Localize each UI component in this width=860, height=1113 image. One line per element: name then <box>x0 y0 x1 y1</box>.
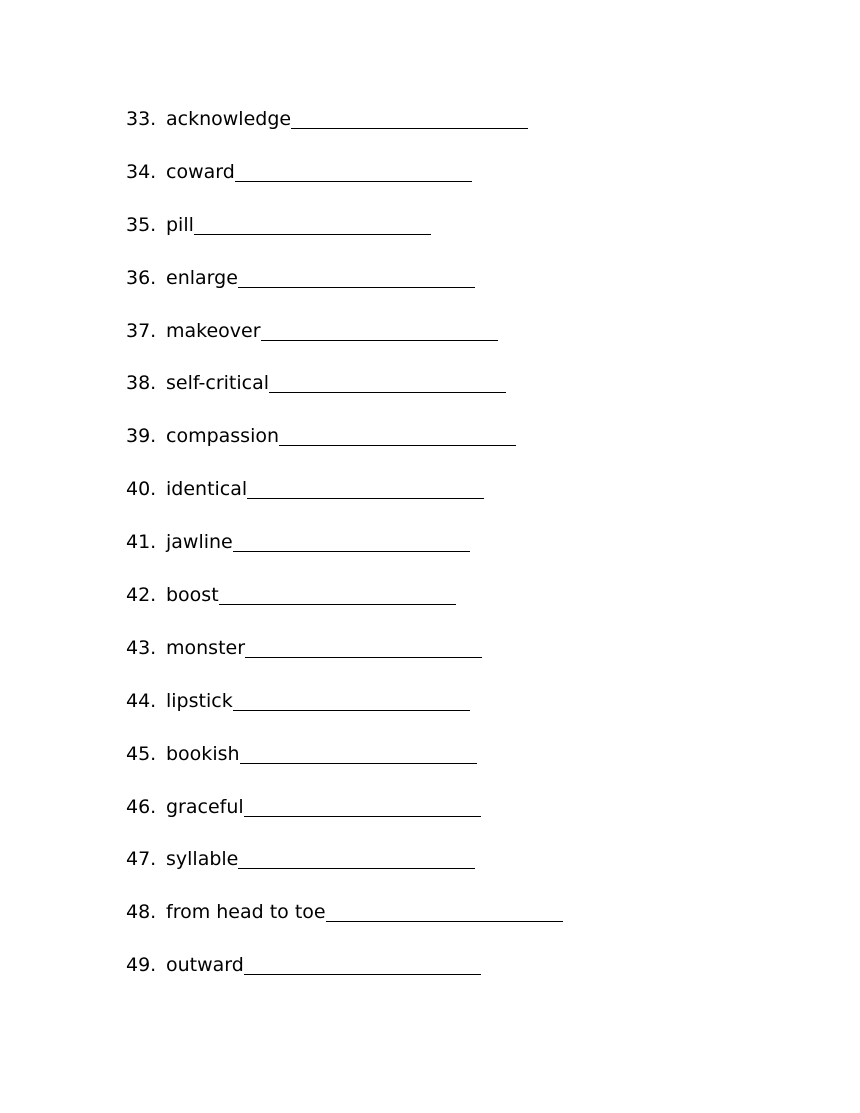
item-term: boost <box>166 584 219 607</box>
item-term: from head to toe <box>166 901 326 924</box>
item-term: monster <box>166 636 246 659</box>
item-term: self-critical <box>166 372 270 395</box>
item-number: 33. <box>126 108 157 130</box>
answer-blank[interactable] <box>233 550 470 552</box>
item-number: 36. <box>126 266 157 289</box>
answer-blank[interactable] <box>269 391 506 393</box>
item-number: 42. <box>126 584 157 607</box>
list-item <box>126 369 826 422</box>
item-term: pill <box>166 213 194 236</box>
item-term: coward <box>166 160 235 183</box>
item-number: 45. <box>126 742 157 765</box>
item-term: acknowledge <box>166 108 292 130</box>
item-term: enlarge <box>166 266 238 289</box>
item-number: 41. <box>126 531 157 554</box>
item-term: outward <box>166 954 244 977</box>
answer-blank[interactable] <box>235 180 472 182</box>
list-item <box>126 317 826 370</box>
list-item <box>126 845 826 898</box>
item-number: 39. <box>126 425 157 448</box>
answer-blank[interactable] <box>245 656 482 658</box>
answer-blank[interactable] <box>219 603 456 605</box>
answer-blank[interactable] <box>244 815 481 817</box>
answer-blank[interactable] <box>194 233 431 235</box>
list-item <box>126 422 826 475</box>
answer-blank[interactable] <box>238 867 475 869</box>
answer-blank[interactable] <box>247 497 484 499</box>
item-number: 40. <box>126 478 157 501</box>
item-number: 47. <box>126 848 157 871</box>
item-number: 49. <box>126 954 157 977</box>
item-term: makeover <box>166 319 261 342</box>
answer-blank[interactable] <box>261 339 498 341</box>
item-term: jawline <box>166 531 233 554</box>
list-item <box>126 528 826 581</box>
item-term: graceful <box>166 795 244 818</box>
item-number: 43. <box>126 636 157 659</box>
item-term: syllable <box>166 848 239 871</box>
item-term: compassion <box>166 425 280 448</box>
list-item <box>126 793 826 846</box>
item-number: 44. <box>126 689 157 712</box>
item-number: 48. <box>126 901 157 924</box>
list-item <box>126 951 826 1004</box>
item-number: 34. <box>126 160 157 183</box>
item-number: 46. <box>126 795 157 818</box>
list-item <box>126 687 826 740</box>
answer-blank[interactable] <box>326 920 563 922</box>
item-term: bookish <box>166 742 240 765</box>
list-item <box>126 211 826 264</box>
answer-blank[interactable] <box>233 709 470 711</box>
list-item <box>126 105 826 158</box>
list-item <box>126 158 826 211</box>
list-item <box>126 581 826 634</box>
answer-blank[interactable] <box>240 762 477 764</box>
answer-blank[interactable] <box>279 444 516 446</box>
item-number: 38. <box>126 372 157 395</box>
answer-blank[interactable] <box>238 286 475 288</box>
item-number: 35. <box>126 213 157 236</box>
item-term: identical <box>166 478 248 501</box>
list-item <box>126 740 826 793</box>
item-number: 37. <box>126 319 157 342</box>
answer-blank[interactable] <box>244 973 481 975</box>
list-item <box>126 475 826 528</box>
vocabulary-list <box>126 105 826 1004</box>
list-item <box>126 634 826 687</box>
item-term: lipstick <box>166 689 233 712</box>
list-item <box>126 264 826 317</box>
list-item <box>126 898 826 951</box>
answer-blank[interactable] <box>291 127 528 129</box>
